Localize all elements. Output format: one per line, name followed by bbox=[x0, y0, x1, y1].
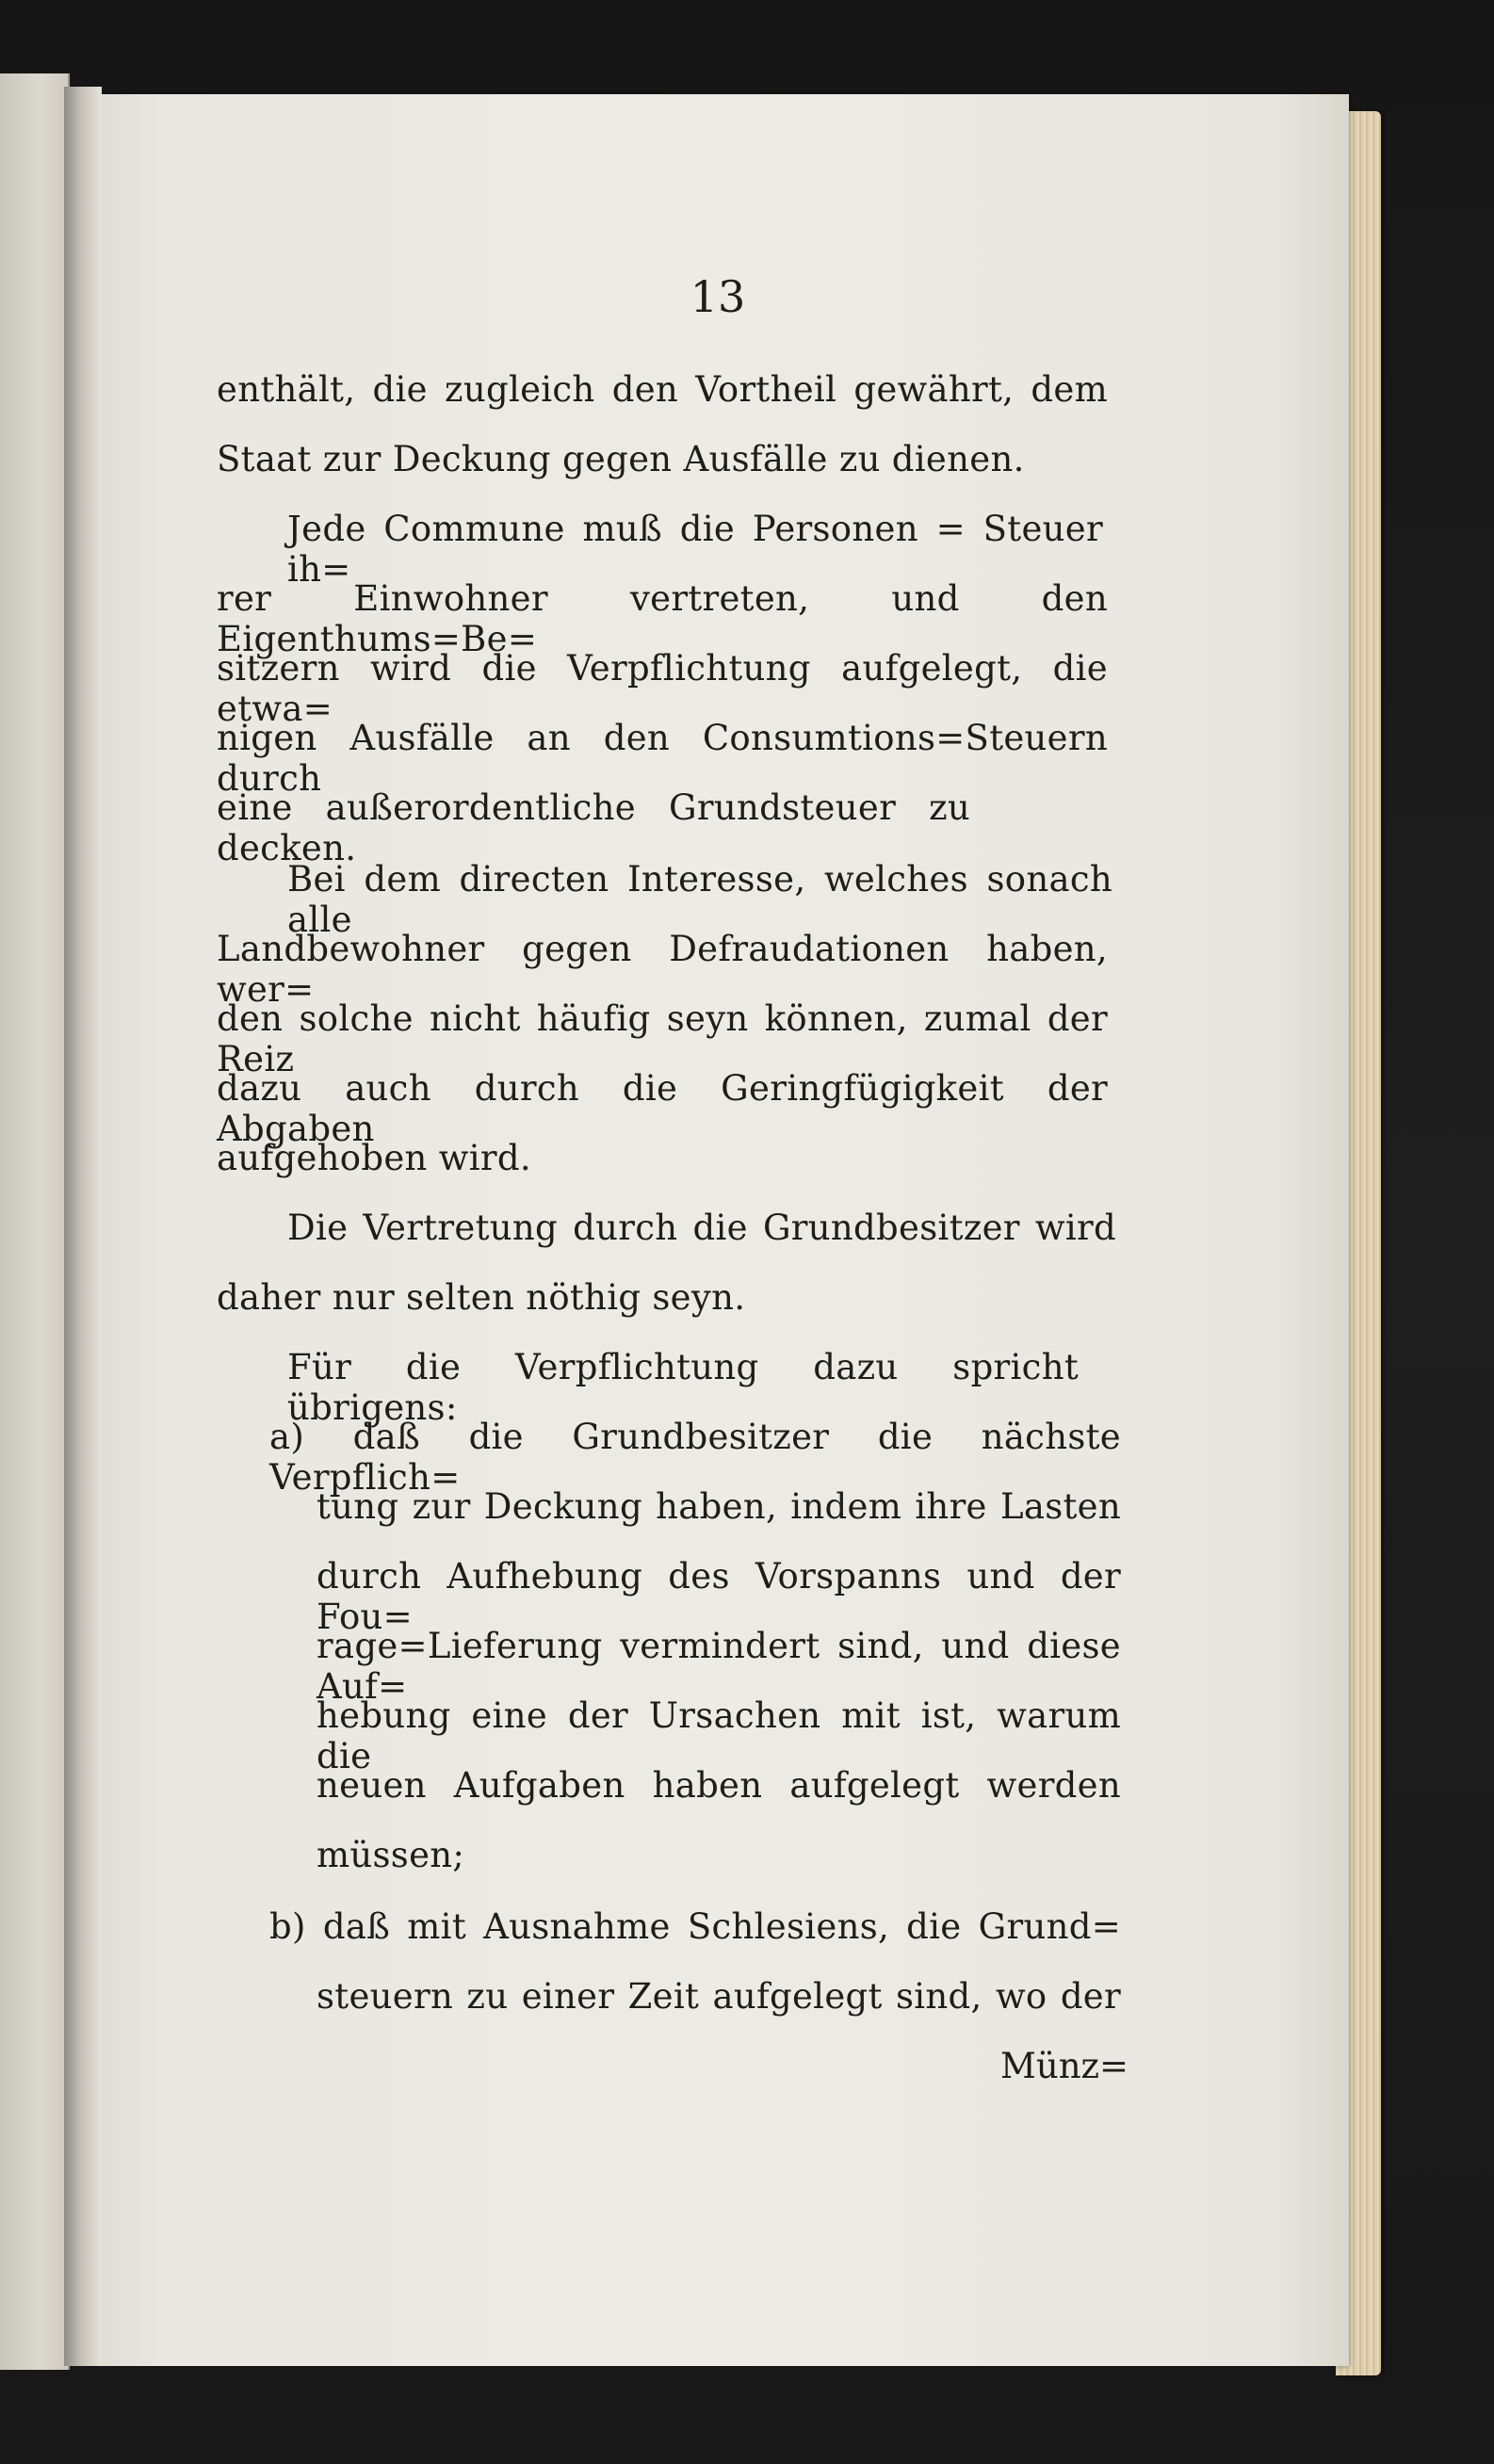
text-line: Jede Commune muß die Personen = Steuer ih= bbox=[287, 509, 1103, 590]
text-line: nigen Ausfälle an den Consumtions=Steuern durch bbox=[217, 718, 1108, 799]
text-line: steuern zu einer Zeit aufgelegt sind, wo der bbox=[317, 1976, 1121, 2017]
text-line: b) daß mit Ausnahme Schlesiens, die Grund= bbox=[269, 1906, 1121, 1947]
text-line: aufgehoben wird. bbox=[217, 1138, 531, 1178]
text-line: sitzern wird die Verpflichtung aufgelegt, die etwa= bbox=[217, 648, 1108, 729]
text-line: Landbewohner gegen Defraudationen haben, wer= bbox=[217, 929, 1108, 1010]
catchword: Münz= bbox=[1000, 2046, 1129, 2086]
book-page bbox=[87, 94, 1349, 2366]
text-line: rage=Lieferung vermindert sind, und diese Auf= bbox=[317, 1626, 1121, 1707]
text-line: müssen; bbox=[317, 1835, 465, 1875]
text-line: dazu auch durch die Geringfügigkeit der Abgaben bbox=[217, 1068, 1108, 1149]
text-line: durch Aufhebung des Vorspanns und der Fou= bbox=[317, 1556, 1121, 1637]
text-line: daher nur selten nöthig seyn. bbox=[217, 1277, 746, 1318]
text-line: Staat zur Deckung gegen Ausfälle zu dienen. bbox=[217, 439, 1025, 479]
left-facing-page bbox=[0, 73, 70, 2370]
text-line: Für die Verpflichtung dazu spricht übrigens: bbox=[287, 1347, 1079, 1428]
page-number: 13 bbox=[690, 271, 746, 322]
gutter-shadow bbox=[64, 87, 102, 2366]
text-line: enthält, die zugleich den Vortheil gewährt, dem bbox=[217, 369, 1108, 410]
text-line: hebung eine der Ursachen mit ist, warum die bbox=[317, 1695, 1121, 1776]
text-line: den solche nicht häufig seyn können, zumal der Reiz bbox=[217, 998, 1108, 1079]
text-line: Bei dem directen Interesse, welches sonach alle bbox=[287, 859, 1112, 940]
text-line: Die Vertretung durch die Grundbesitzer wird bbox=[287, 1208, 1116, 1248]
text-line: eine außerordentliche Grundsteuer zu decken. bbox=[217, 787, 970, 868]
text-line: tung zur Deckung haben, indem ihre Lasten bbox=[317, 1486, 1121, 1527]
text-line: a) daß die Grundbesitzer die nächste Verpflich= bbox=[269, 1417, 1121, 1498]
text-line: rer Einwohner vertreten, und den Eigenthums=Be= bbox=[217, 578, 1108, 659]
text-line: neuen Aufgaben haben aufgelegt werden bbox=[317, 1765, 1121, 1806]
